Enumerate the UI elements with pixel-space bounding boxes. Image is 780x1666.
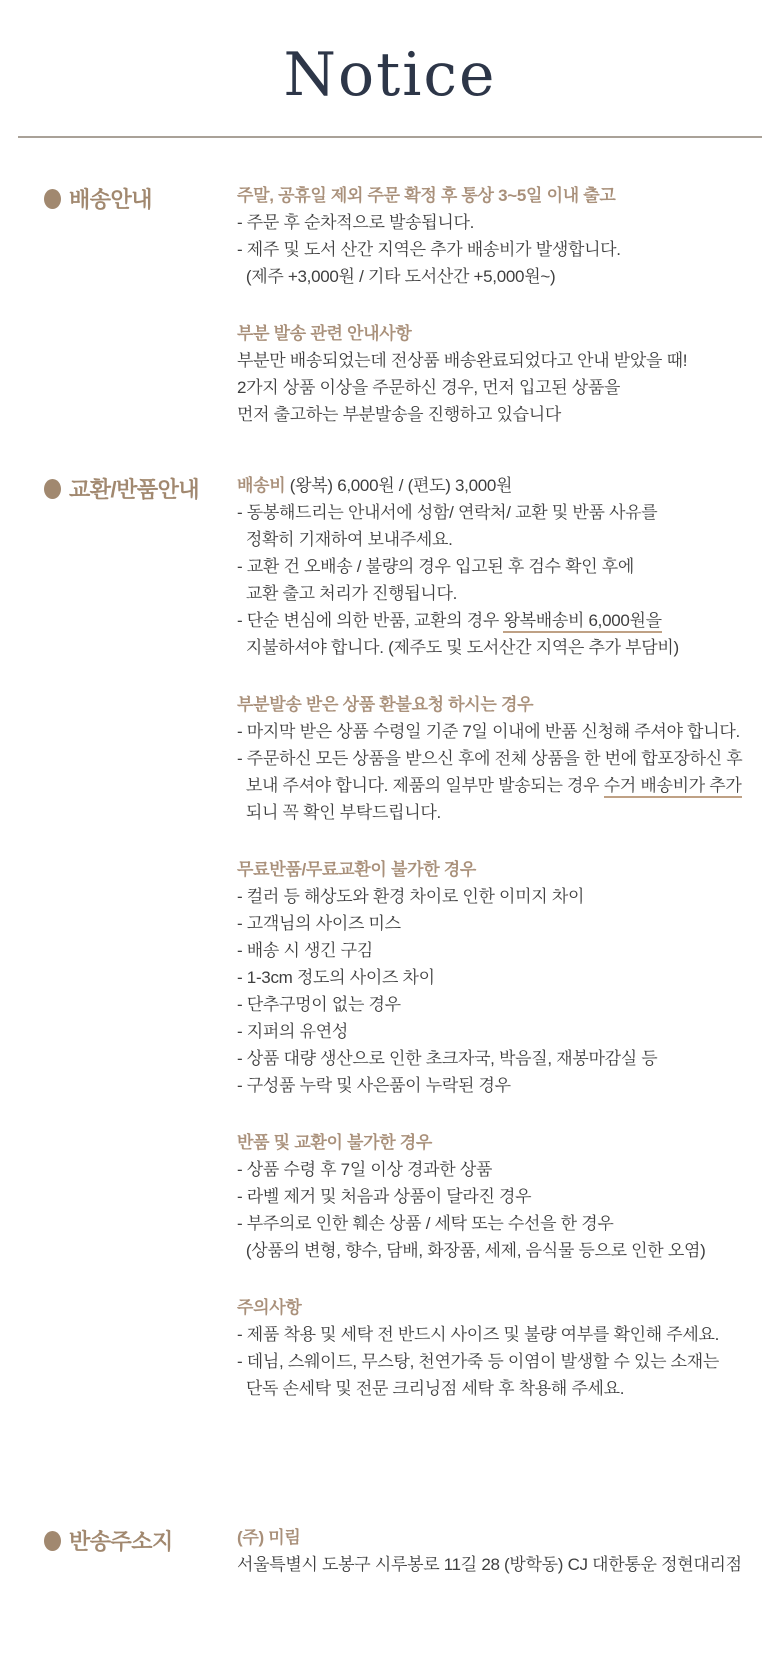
text-segment: - 제품 착용 및 세탁 전 반드시 사이즈 및 불량 여부를 확인해 주세요.	[237, 1325, 720, 1344]
text-segment: - 컬러 등 해상도와 환경 차이로 인한 이미지 차이	[237, 887, 585, 906]
notice-line	[237, 1551, 750, 1578]
subheading	[237, 1129, 750, 1156]
text-segment: (주) 미림	[237, 1528, 301, 1547]
text-segment: 부분만 배송되었는데 전상품 배송완료되었다고 안내 받았을 때!	[237, 351, 688, 370]
text-segment: 지불하셔야 합니다. (제주도 및 도서산간 지역은 추가 부담비)	[237, 638, 679, 657]
notice-line	[237, 580, 750, 607]
notice-line	[237, 1156, 750, 1183]
notice-line	[237, 236, 750, 263]
text-segment: - 1-3cm 정도의 사이즈 차이	[237, 968, 435, 987]
section-title: 배송안내	[69, 187, 153, 212]
page-title: Notice	[283, 40, 497, 110]
text-segment: - 마지막 받은 상품 수령일 기준 7일 이내에 반품 신청해 주셔야 합니다.	[237, 722, 740, 741]
notice-line	[237, 553, 750, 580]
notice-line	[237, 607, 750, 634]
notice-line	[237, 718, 750, 745]
notice-line	[237, 883, 750, 910]
text-segment: 부분 발송 관련 안내사항	[237, 324, 412, 343]
text-segment: - 부주의로 인한 훼손 상품 / 세탁 또는 수선을 한 경우	[237, 1214, 614, 1233]
lead-line	[237, 182, 750, 209]
section-content	[237, 182, 780, 428]
text-segment: 교환 출고 처리가 진행됩니다.	[237, 584, 458, 603]
lead-line	[237, 1524, 750, 1551]
text-segment: 2가지 상품 이상을 주문하신 경우, 먼저 입고된 상품을	[237, 378, 621, 397]
text-segment: 반품 및 교환이 불가한 경우	[237, 1133, 433, 1152]
text-segment: - 상품 대량 생산으로 인한 초크자국, 박음질, 재봉마감실 등	[237, 1049, 658, 1068]
notice-line	[237, 964, 750, 991]
text-segment: - 상품 수령 후 7일 이상 경과한 상품	[237, 1160, 493, 1179]
text-segment: - 주문 후 순차적으로 발송됩니다.	[237, 213, 475, 232]
sections	[0, 182, 780, 1578]
text-segment: - 데님, 스웨이드, 무스탕, 천연가죽 등 이염이 발생할 수 있는 소재는	[237, 1352, 720, 1371]
title-divider	[18, 136, 762, 138]
notice-line	[237, 1321, 750, 1348]
text-segment: - 고객님의 사이즈 미스	[237, 914, 401, 933]
text-segment: 먼저 출고하는 부분발송을 진행하고 있습니다	[237, 405, 562, 424]
text-segment: - 동봉해드리는 안내서에 성함/ 연락처/ 교환 및 반품 사유를	[237, 503, 658, 522]
text-segment: 보내 주셔야 합니다. 제품의 일부만 발송되는 경우	[237, 776, 604, 795]
text-segment: (상품의 변형, 향수, 담배, 화장품, 세제, 음식물 등으로 인한 오염)	[237, 1241, 706, 1260]
text-segment: 서울특별시 도봉구 시루봉로 11길 28 (방학동) CJ 대한통운 정현대리점	[237, 1555, 742, 1574]
text-segment: - 구성품 누락 및 사은품이 누락된 경우	[237, 1076, 511, 1095]
section-bullet-icon	[44, 1531, 61, 1551]
notice-line	[237, 634, 750, 661]
section-content	[237, 472, 780, 1402]
subheading	[237, 1294, 750, 1321]
notice-line	[237, 772, 750, 799]
notice-line	[237, 745, 750, 772]
text-segment: (제주 +3,000원 / 기타 도서산간 +5,000원~)	[237, 267, 556, 286]
section-bullet-icon	[44, 189, 61, 209]
subheading	[237, 691, 750, 718]
text-segment: 부분발송 받은 상품 환불요청 하시는 경우	[237, 695, 534, 714]
text-segment: - 단추구멍이 없는 경우	[237, 995, 401, 1014]
underlined-text: 수거 배송비가 추가	[604, 776, 742, 798]
section-label	[0, 472, 237, 504]
text-segment: 배송비	[237, 476, 286, 495]
text-segment: 정확히 기재하여 보내주세요.	[237, 530, 453, 549]
notice-line	[237, 526, 750, 553]
notice-line	[237, 374, 750, 401]
text-segment: - 배송 시 생긴 구김	[237, 941, 373, 960]
section-shipping-info	[0, 182, 780, 428]
underlined-text: 왕복배송비 6,000원을	[503, 611, 661, 633]
section-title: 교환/반품안내	[69, 477, 200, 502]
subheading	[237, 856, 750, 883]
text-segment: 무료반품/무료교환이 불가한 경우	[237, 860, 476, 879]
notice-line	[237, 1210, 750, 1237]
section-return-address	[0, 1524, 780, 1578]
text-segment: - 라벨 제거 및 처음과 상품이 달라진 경우	[237, 1187, 532, 1206]
text-segment: - 단순 변심에 의한 반품, 교환의 경우	[237, 611, 504, 630]
notice-line	[237, 401, 750, 428]
notice-line	[237, 1375, 750, 1402]
text-segment: (왕복) 6,000원 / (편도) 3,000원	[285, 476, 513, 495]
notice-line	[237, 799, 750, 826]
text-segment: - 지퍼의 유연성	[237, 1022, 348, 1041]
notice-line	[237, 1045, 750, 1072]
section-label	[0, 1524, 237, 1556]
section-exchange-return-info	[0, 472, 780, 1402]
notice-line	[237, 1183, 750, 1210]
text-segment: - 교환 건 오배송 / 불량의 경우 입고된 후 검수 확인 후에	[237, 557, 635, 576]
subheading	[237, 320, 750, 347]
notice-line	[237, 1348, 750, 1375]
notice-line	[237, 209, 750, 236]
text-segment: 단독 손세탁 및 전문 크리닝점 세탁 후 착용해 주세요.	[237, 1379, 625, 1398]
text-segment: 주의사항	[237, 1298, 302, 1317]
section-content	[237, 1524, 780, 1578]
section-bullet-icon	[44, 479, 61, 499]
lead-line	[237, 472, 750, 499]
section-title: 반송주소지	[69, 1529, 173, 1554]
notice-line	[237, 991, 750, 1018]
notice-line	[237, 910, 750, 937]
notice-line	[237, 937, 750, 964]
text-segment: - 주문하신 모든 상품을 받으신 후에 전체 상품을 한 번에 합포장하신 후	[237, 749, 743, 768]
text-segment: - 제주 및 도서 산간 지역은 추가 배송비가 발생합니다.	[237, 240, 621, 259]
text-segment: 되니 꼭 확인 부탁드립니다.	[237, 803, 441, 822]
text-segment: 주말, 공휴일 제외 주문 확정 후 통상 3~5일 이내 출고	[237, 186, 616, 205]
notice-line	[237, 1072, 750, 1099]
notice-line	[237, 1237, 750, 1264]
notice-line	[237, 1018, 750, 1045]
notice-line	[237, 499, 750, 526]
notice-line	[237, 347, 750, 374]
notice-line	[237, 263, 750, 290]
section-label	[0, 182, 237, 214]
